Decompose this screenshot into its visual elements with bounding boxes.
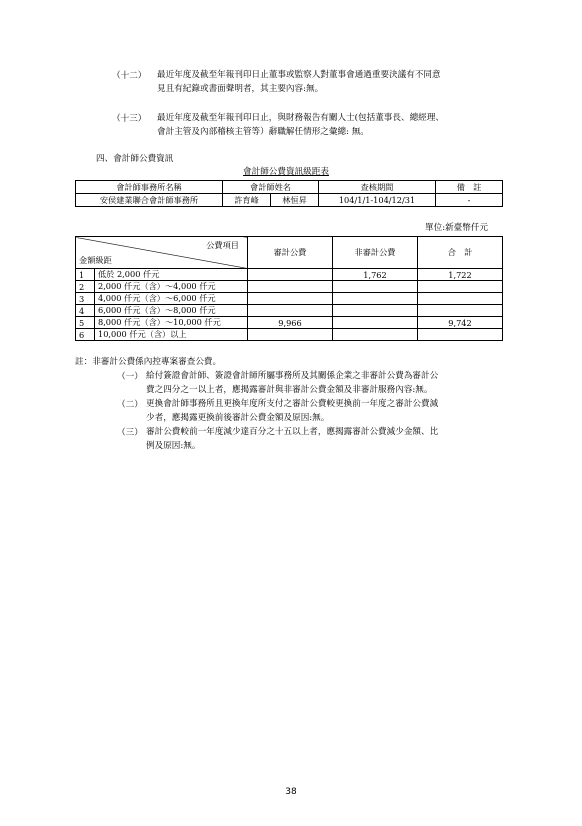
row-total: 1,722 xyxy=(418,269,503,281)
note-1-line-1: 給付簽證會計師、簽證會計師所屬事務所及其關係企業之非審計公費為審計公 xyxy=(146,371,439,381)
item-13-line-2: 會計主管及內部稽核主管等）辭職解任情形之彙總: 無。 xyxy=(157,127,369,137)
table2-corner-bottom: 金額級距 xyxy=(79,255,112,265)
table1-cpa-2: 林恒昇 xyxy=(271,194,319,207)
table1-header-firm: 會計師事務所名稱 xyxy=(76,181,223,194)
table-row xyxy=(76,281,503,293)
row-total xyxy=(418,281,503,293)
row-total xyxy=(418,329,503,341)
table2-header-total: 合 計 xyxy=(418,237,503,269)
unit-label: 單位:新臺幣仟元 xyxy=(425,223,489,233)
row-number: 4 xyxy=(76,305,95,317)
table-row xyxy=(76,293,503,305)
row-range: 8,000 仟元（含）～10,000 仟元 xyxy=(95,317,248,329)
table1-header-cpa: 會計師姓名 xyxy=(223,181,319,194)
row-number: 1 xyxy=(76,269,95,281)
row-nonaudit xyxy=(333,305,418,317)
row-range: 10,000 仟元（含）以上 xyxy=(95,329,248,341)
page-number: 38 xyxy=(285,787,297,797)
fee-range-table xyxy=(75,236,503,341)
row-range: 6,000 仟元（含）～8,000 仟元 xyxy=(95,305,248,317)
row-number: 6 xyxy=(76,329,95,341)
note-2-line-2: 少者，應揭露更換前後審計公費金額及原因:無。 xyxy=(146,413,330,423)
note-1-line-2: 費之四分之一以上者，應揭露審計與非審計公費金額及非審計服務內容:無。 xyxy=(146,385,433,395)
item-12-line-1: 最近年度及截至年報刊印日止董事或監察人對董事會通過重要決議有不同意 xyxy=(157,70,441,80)
item-12-label: （十二） xyxy=(112,71,147,81)
table1-cpa-1: 許育峰 xyxy=(223,194,271,207)
note-3-label: （三） xyxy=(117,428,143,438)
table-row xyxy=(76,305,503,317)
row-number: 5 xyxy=(76,317,95,329)
note-main: 註：非審計公費係內控專案審查公費。 xyxy=(75,357,222,367)
row-total xyxy=(418,305,503,317)
note-3-line-2: 例及原因:無。 xyxy=(146,441,201,451)
table-row xyxy=(76,329,503,341)
row-audit xyxy=(248,281,333,293)
table-row xyxy=(76,269,503,281)
row-nonaudit xyxy=(333,281,418,293)
row-range: 2,000 仟元（含）～4,000 仟元 xyxy=(95,281,248,293)
note-2-line-1: 更換會計師事務所且更換年度所支付之審計公費較更換前一年度之審計公費減 xyxy=(146,399,439,409)
row-number: 3 xyxy=(76,293,95,305)
table1-caption: 會計師公費資訊級距表 xyxy=(243,167,329,177)
row-number: 2 xyxy=(76,281,95,293)
row-range: 4,000 仟元（含）～6,000 仟元 xyxy=(95,293,248,305)
row-nonaudit xyxy=(333,317,418,329)
note-1-label: （一） xyxy=(117,372,143,382)
row-audit xyxy=(248,269,333,281)
table1-header-period: 查核期間 xyxy=(319,181,436,194)
row-audit: 9,966 xyxy=(248,317,333,329)
table1-firm: 安侯建業聯合會計師事務所 xyxy=(76,194,223,207)
table2-header-audit: 審計公費 xyxy=(248,237,333,269)
row-nonaudit: 1,762 xyxy=(333,269,418,281)
row-range: 低於 2,000 仟元 xyxy=(95,269,248,281)
table2-corner-top: 公費項目 xyxy=(206,240,239,250)
table1-period: 104/1/1-104/12/31 xyxy=(319,194,436,207)
table-row xyxy=(76,317,503,329)
note-2-label: （二） xyxy=(117,400,143,410)
item-13-label: （十三） xyxy=(112,114,147,124)
row-total xyxy=(418,293,503,305)
row-nonaudit xyxy=(333,293,418,305)
note-3-line-1: 審計公費較前一年度減少達百分之十五以上者，應揭露審計公費減少金額、比 xyxy=(146,427,439,437)
row-audit xyxy=(248,305,333,317)
table1-note: - xyxy=(436,194,503,207)
table2-corner xyxy=(76,237,248,269)
row-audit xyxy=(248,293,333,305)
item-12-line-2: 見且有紀錄或書面聲明者，其主要內容:無。 xyxy=(157,84,324,94)
table1-header-note: 備 註 xyxy=(436,181,503,194)
cpa-fee-table xyxy=(75,180,503,207)
section-heading: 四、會計師公費資訊 xyxy=(96,154,174,164)
item-13-line-1: 最近年度及截至年報刊印日止，與財務報告有關人士(包括董事長、總經理、 xyxy=(157,113,444,123)
row-total: 9,742 xyxy=(418,317,503,329)
table2-header-nonaudit: 非審計公費 xyxy=(333,237,418,269)
row-nonaudit xyxy=(333,329,418,341)
row-audit xyxy=(248,329,333,341)
